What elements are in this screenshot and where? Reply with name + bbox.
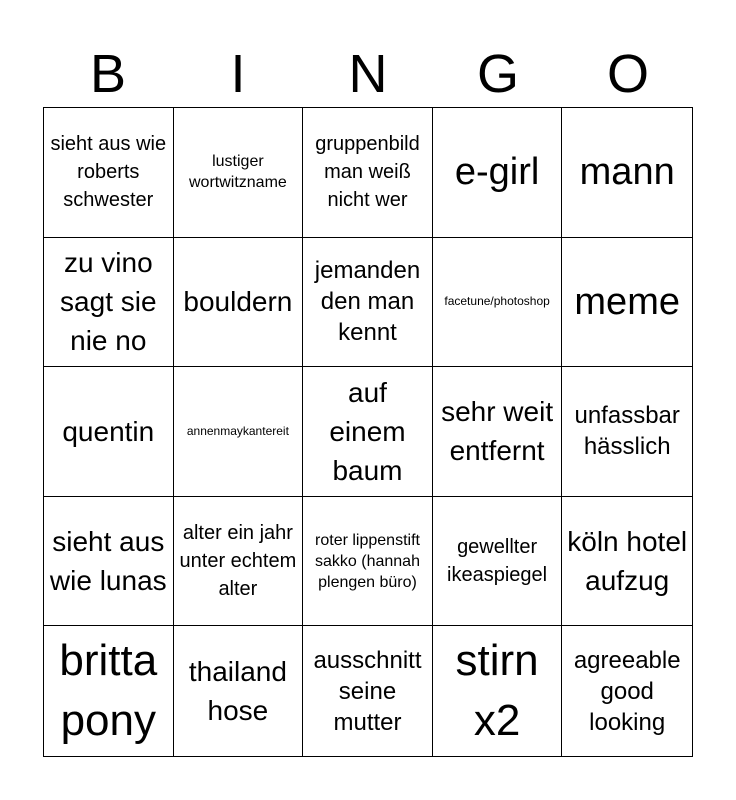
bingo-cell-label: gruppenbild man weiß nicht wer — [315, 133, 420, 212]
bingo-cell[interactable] — [174, 238, 304, 368]
bingo-cell-label: roter lippenstift sakko (hannah plengen büro) — [315, 531, 420, 591]
bingo-cell-label: auf einem baum — [329, 376, 406, 486]
bingo-cell-label: ausschnitt seine mutter — [313, 646, 422, 736]
bingo-cell[interactable] — [174, 497, 304, 627]
bingo-cell[interactable] — [174, 367, 304, 497]
bingo-cell-label: annenmaykantereit — [186, 423, 289, 438]
bingo-cell[interactable] — [174, 108, 304, 238]
bingo-cell[interactable] — [562, 367, 692, 497]
bingo-cell[interactable] — [303, 238, 433, 368]
bingo-cell-label: stirn x2 — [455, 636, 539, 746]
bingo-cell[interactable] — [562, 238, 692, 368]
bingo-cell[interactable] — [44, 497, 174, 627]
header-letter-n: N — [348, 44, 388, 104]
bingo-cell[interactable] — [562, 108, 692, 238]
bingo-cell[interactable] — [562, 626, 692, 756]
bingo-cell[interactable] — [303, 497, 433, 627]
bingo-cell-label: quentin — [62, 415, 155, 447]
bingo-header — [43, 40, 693, 108]
bingo-cell-label: mann — [579, 151, 675, 194]
bingo-cell[interactable] — [303, 626, 433, 756]
header-letter-i: I — [230, 44, 246, 104]
bingo-cell-label: e-girl — [454, 151, 540, 194]
bingo-cell-label: unfassbar hässlich — [574, 402, 680, 461]
header-letter-g: G — [476, 44, 519, 104]
bingo-cell[interactable] — [433, 367, 563, 497]
bingo-cell[interactable] — [433, 108, 563, 238]
bingo-cell-label: alter ein jahr unter echtem alter — [179, 522, 297, 601]
bingo-cell[interactable] — [44, 108, 174, 238]
bingo-cell-label: gewellter ikeaspiegel — [447, 536, 548, 587]
bingo-board — [43, 107, 693, 757]
bingo-cell[interactable] — [44, 626, 174, 756]
header-letter-b: B — [89, 44, 127, 104]
bingo-cell-label: facetune/photoshop — [444, 294, 550, 309]
bingo-cell[interactable] — [433, 238, 563, 368]
bingo-cell[interactable] — [303, 367, 433, 497]
bingo-cell-label: jemanden den man kennt — [314, 257, 421, 347]
bingo-cell[interactable] — [562, 497, 692, 627]
bingo-cell-label: sieht aus wie lunas — [49, 526, 167, 597]
bingo-cell-label: britta pony — [59, 636, 158, 746]
header-letter-o: O — [606, 44, 649, 104]
bingo-cell[interactable] — [303, 108, 433, 238]
bingo-cell[interactable] — [433, 497, 563, 627]
bingo-cell-label: zu vino sagt sie nie no — [60, 247, 157, 357]
bingo-cell-label: bouldern — [183, 286, 293, 318]
bingo-cell[interactable] — [433, 626, 563, 756]
bingo-cell-label: lustiger wortwitzname — [188, 153, 287, 192]
bingo-cell[interactable] — [44, 238, 174, 368]
bingo-cell[interactable] — [174, 626, 304, 756]
bingo-cell-label: sehr weit entfernt — [441, 396, 554, 467]
bingo-cell-label: köln hotel aufzug — [567, 526, 688, 597]
bingo-cell-label: agreeable good looking — [573, 646, 681, 736]
bingo-cell-label: meme — [574, 280, 680, 323]
bingo-cell-label: thailand hose — [188, 656, 287, 727]
bingo-cell[interactable] — [44, 367, 174, 497]
bingo-cell-label: sieht aus wie roberts schwester — [50, 133, 167, 212]
